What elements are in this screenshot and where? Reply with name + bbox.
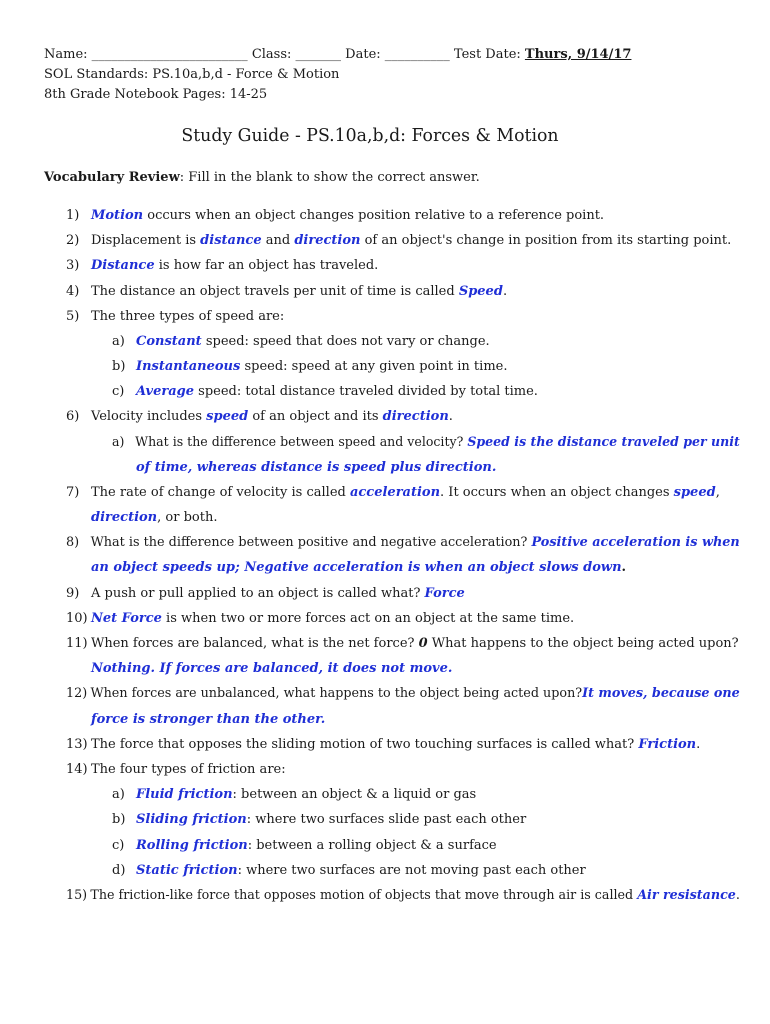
- item-number: 1): [66, 208, 80, 223]
- item-number: 9): [66, 586, 80, 601]
- answer: direction: [382, 409, 449, 424]
- list-item: [66, 761, 286, 779]
- list-item-continued: [136, 459, 496, 477]
- list-item-continued: [91, 509, 217, 527]
- list-item: [66, 685, 740, 703]
- list-item: [112, 811, 526, 829]
- date-field-label: Date: __________: [345, 47, 450, 62]
- item-text: : between an object & a liquid or gas: [232, 787, 477, 802]
- item-number: 4): [66, 284, 80, 299]
- answer: speed: [206, 409, 249, 424]
- list-item: [112, 333, 490, 351]
- answer: 0: [418, 636, 428, 651]
- answer: It moves, because one: [582, 686, 740, 701]
- answer: Positive acceleration is when: [531, 535, 740, 550]
- item-number: 15): [66, 888, 88, 903]
- list-item: [66, 635, 739, 653]
- answer: acceleration: [349, 485, 441, 500]
- item-number: 2): [66, 233, 80, 248]
- item-number: 6): [66, 409, 80, 424]
- item-text: of an object's change in position from its starting point.: [360, 233, 732, 248]
- item-text: What happens to the object being acted upon?: [427, 636, 739, 651]
- item-number: 10): [66, 611, 88, 626]
- item-text: speed: speed at any given point in time.: [240, 359, 508, 374]
- answer: Nothing. If forces are balanced, it does not move.: [91, 661, 453, 676]
- vocab-heading: [44, 169, 480, 187]
- notebook-pages-line: 8th Grade Notebook Pages: 14-25: [44, 87, 268, 102]
- list-item: [66, 610, 574, 628]
- item-text: and: [261, 233, 295, 248]
- list-item: [66, 887, 740, 905]
- test-date-label: Test Date:: [453, 47, 521, 62]
- list-item: [66, 736, 700, 754]
- item-text: : where two surfaces slide past each other: [246, 812, 527, 827]
- list-item: [66, 408, 453, 426]
- answer: Average: [136, 384, 195, 399]
- item-text: .: [735, 888, 740, 903]
- answer: direction: [91, 510, 158, 525]
- item-text: : where two surfaces are not moving past each other: [237, 863, 586, 878]
- page-title: Study Guide - PS.10a,b,d: Forces & Motion: [181, 125, 559, 146]
- item-text: is when two or more forces act on an object at the same time.: [161, 611, 575, 626]
- list-item: [66, 257, 378, 275]
- vocab-label: Vocabulary Review: [44, 170, 180, 185]
- list-item: [112, 434, 740, 452]
- list-item: [66, 207, 604, 225]
- test-date-value: Thurs, 9/14/17: [524, 47, 632, 62]
- item-number: 3): [66, 258, 80, 273]
- item-number: a): [112, 787, 125, 802]
- answer: Net Force: [91, 611, 162, 626]
- item-number: 5): [66, 309, 80, 324]
- item-text: The three types of speed are:: [91, 309, 285, 324]
- list-item: [66, 484, 720, 502]
- answer: Instantaneous: [136, 359, 241, 374]
- answer: speed: [673, 485, 716, 500]
- vocab-instruction: : Fill in the blank to show the correct answer.: [179, 170, 480, 185]
- item-text: speed: speed that does not vary or change.: [201, 334, 490, 349]
- item-number: 13): [66, 737, 88, 752]
- item-text: Velocity includes: [91, 409, 207, 424]
- answer: Static friction: [136, 863, 238, 878]
- item-number: a): [112, 334, 125, 349]
- item-text: When forces are unbalanced, what happens to the object being acted upon?: [90, 686, 583, 701]
- list-item: [112, 786, 476, 804]
- list-item: [112, 383, 538, 401]
- item-text: . It occurs when an object changes: [440, 485, 674, 500]
- item-number: b): [112, 359, 126, 374]
- list-item-continued: [91, 711, 325, 729]
- name-field-label: Name: ________________________: [44, 47, 248, 62]
- class-field-label: Class: _______: [251, 47, 342, 62]
- item-number: 14): [66, 762, 88, 777]
- answer: Air resistance: [637, 888, 736, 903]
- item-number: c): [112, 384, 125, 399]
- answer: an object speeds up; Negative acceleration is when an object slows down: [91, 560, 622, 575]
- answer: distance: [200, 233, 262, 248]
- answer: Rolling friction: [136, 838, 248, 853]
- answer: Motion: [91, 208, 144, 223]
- item-text: speed: total distance traveled divided by total time.: [194, 384, 538, 399]
- answer: of time, whereas distance is speed plus direction.: [136, 460, 497, 475]
- item-number: 7): [66, 485, 80, 500]
- item-text: The four types of friction are:: [91, 762, 286, 777]
- item-text: The distance an object travels per unit of time is called: [91, 284, 459, 299]
- item-text: Displacement is: [91, 233, 201, 248]
- list-item: [112, 358, 507, 376]
- answer: Fluid friction: [136, 787, 233, 802]
- item-text: What is the difference between speed and velocity?: [135, 435, 468, 450]
- item-number: a): [112, 435, 125, 450]
- answer: direction: [294, 233, 361, 248]
- answer: Distance: [91, 258, 155, 273]
- item-text: .: [502, 284, 508, 299]
- item-number: b): [112, 812, 126, 827]
- answer: Speed is the distance traveled per unit: [467, 435, 740, 450]
- list-item: [66, 585, 465, 603]
- item-text: The force that opposes the sliding motion of two touching surfaces is called what?: [91, 737, 639, 752]
- item-text: The rate of change of velocity is called: [91, 485, 350, 500]
- item-number: d): [112, 863, 126, 878]
- answer: force is stronger than the other.: [91, 712, 326, 727]
- item-number: 12): [66, 686, 88, 701]
- item-text: When forces are balanced, what is the net force?: [91, 636, 419, 651]
- item-text: What is the difference between positive and negative acceleration?: [90, 535, 532, 550]
- item-text: .: [448, 409, 453, 424]
- item-text: .: [696, 737, 701, 752]
- item-text: , or both.: [157, 510, 218, 525]
- item-number: 8): [66, 535, 80, 550]
- header-line: [44, 46, 631, 64]
- item-number: 11): [66, 636, 88, 651]
- item-text: is how far an object has traveled.: [154, 258, 379, 273]
- answer: Constant: [136, 334, 202, 349]
- item-text: of an object and its: [248, 409, 383, 424]
- item-text: .: [621, 560, 627, 575]
- item-text: ,: [715, 485, 720, 500]
- list-item: [66, 232, 731, 250]
- item-text: : between a rolling object & a surface: [247, 838, 497, 853]
- item-text: occurs when an object changes position relative to a reference point.: [143, 208, 605, 223]
- list-item: [66, 283, 507, 301]
- answer: Speed: [458, 284, 503, 299]
- list-item: [66, 534, 740, 552]
- sol-standards-line: SOL Standards: PS.10a,b,d - Force & Motion: [44, 67, 340, 82]
- list-item: [112, 862, 586, 880]
- item-number: c): [112, 838, 125, 853]
- list-item-continued: [91, 660, 452, 678]
- item-text: A push or pull applied to an object is called what?: [91, 586, 425, 601]
- item-text: The friction-like force that opposes motion of objects that move through air is called: [90, 888, 638, 903]
- answer: Force: [424, 586, 465, 601]
- list-item: [66, 308, 284, 326]
- answer: Sliding friction: [136, 812, 247, 827]
- list-item: [112, 837, 497, 855]
- answer: Friction: [638, 737, 697, 752]
- list-item-continued: [91, 559, 626, 577]
